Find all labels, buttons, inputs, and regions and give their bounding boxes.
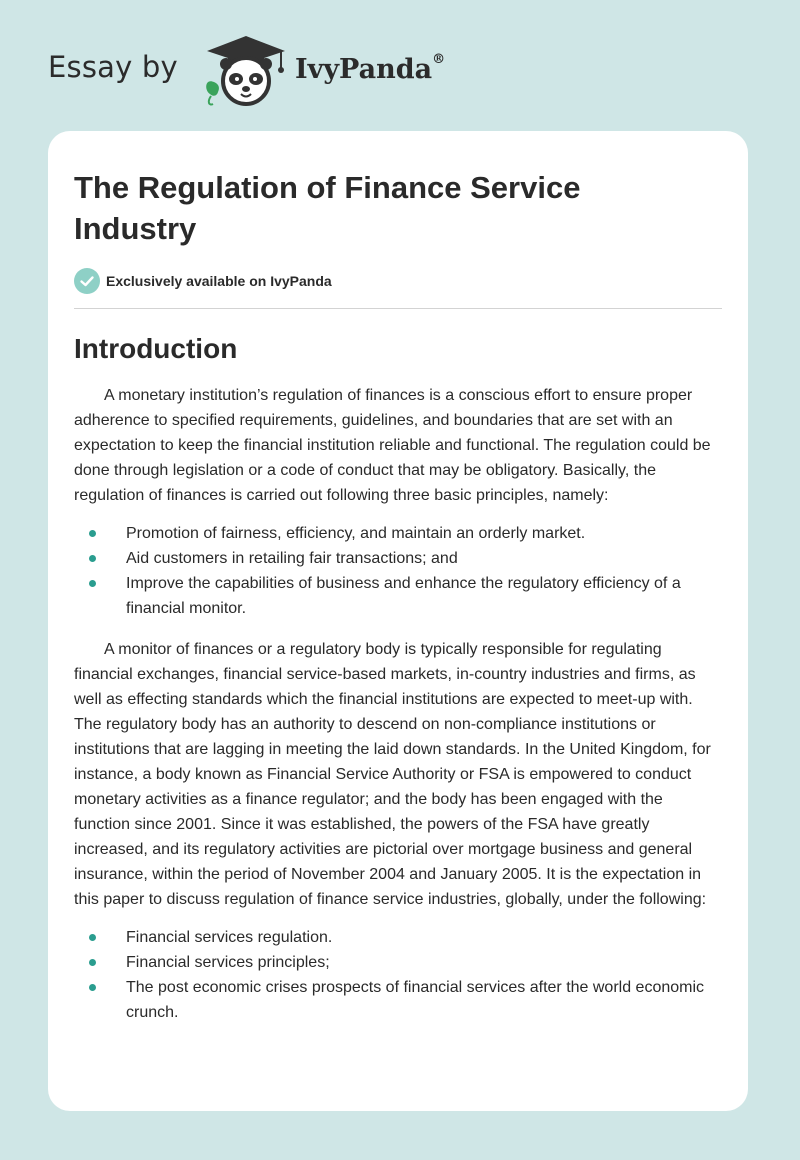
bullet-icon [89,530,96,537]
list-item-text: Promotion of fairness, efficiency, and maintain an orderly market. [126,525,586,542]
badge-label: Exclusively available on IvyPanda [106,273,332,289]
list-item [74,521,722,546]
list-item [74,571,722,621]
checkmark-icon [74,268,100,294]
divider [74,308,722,309]
bullet-icon [89,984,96,991]
bullet-list-topics [74,925,722,1025]
bullet-list-principles [74,521,722,621]
bullet-icon [89,580,96,587]
brand-name [295,54,445,85]
list-item-text: Financial services principles; [126,954,330,971]
list-item [74,950,722,975]
list-item [74,925,722,950]
list-item-text: Financial services regulation. [126,929,333,946]
bullet-icon [89,934,96,941]
brand-prefix: Essay by [48,50,178,84]
list-item [74,975,722,1025]
brand-name-text: IvyPanda [295,54,433,85]
list-item-text: Improve the capabilities of business and enhance the regulatory efficiency of a financial monitor. [126,575,681,617]
panda-logo-icon[interactable] [201,34,291,108]
list-item-text: Aid customers in retailing fair transactions; and [126,550,458,567]
registered-mark: ® [432,52,446,67]
list-item-text: The post economic crises prospects of financial services after the world economic crunch. [126,979,705,1021]
essay-title: The Regulation of Finance Service Industry [74,170,581,246]
paragraph: A monetary institution’s regulation of finances is a conscious effort to ensure proper adherence to specified requirements, guidelines, and boundaries that are set with an expectation to keep the financial institution reliable and functional. The regulation could be done through legislation or a code of conduct that may be obligatory. Basically, the regulation of finances is carried out following three basic principles, namely: [74,387,711,504]
essay-card [48,131,748,1111]
paragraph: A monitor of finances or a regulatory body is typically responsible for regulating financial exchanges, financial service-based markets, in-country industries and firms, as well as effecting standards which the financial institutions are expected to meet-up with. The regulatory body has an authority to descend on non-compliance institutions or institutions that are lagging in meeting the laid down standards. In the United Kingdom, for instance, a body known as Financial Service Authority or FSA is empowered to conduct monetary activities as a finance regulator; and the body has been engaged with the function since 2001. Since it was established, the powers of the FSA have greatly increased, and its regulatory activities are pictorial over mortgage business and general insurance, within the period of November 2004 and January 2005. It is the expectation in this paper to discuss regulation of finance service industries, globally, under the following: [74,641,711,908]
section-heading: Introduction [74,333,238,364]
bullet-icon [89,959,96,966]
list-item [74,546,722,571]
site-header [48,34,508,114]
bullet-icon [89,555,96,562]
exclusive-badge [74,267,722,295]
